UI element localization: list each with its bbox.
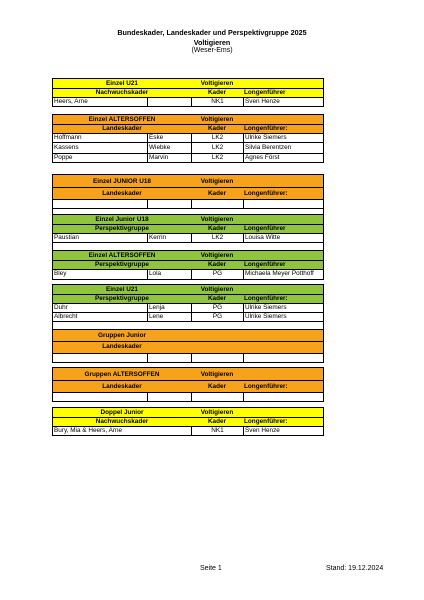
table-einzel-junior-u18-landeskader (52, 174, 324, 280)
table-row (52, 427, 324, 436)
table-group: Nachwuchskader (95, 89, 149, 96)
table-row-empty (52, 393, 324, 402)
table-row-empty (52, 322, 324, 330)
page-title: Bundeskader, Landeskader und Perspektivgruppe 2025 (117, 28, 307, 37)
cell-kader: NK1 (191, 98, 243, 106)
table-header-row (52, 215, 324, 225)
table-title: Gruppen Junior (98, 332, 146, 339)
table-row-empty (52, 354, 324, 363)
table-title: Einzel JUNIOR U18 (93, 178, 151, 185)
table-row-empty (52, 200, 324, 209)
table-header-row (52, 330, 324, 342)
cell-leader: Ulrike Siemers (243, 134, 323, 142)
table-subheader-row (52, 261, 324, 270)
table-leader-label: Longenführer: (244, 383, 288, 390)
table-discipline: Voltigieren (200, 178, 234, 185)
table-leader-label: Longenführer (244, 89, 286, 96)
cell-empty (147, 200, 191, 208)
table-row (52, 154, 324, 163)
table-title: Einzel U21 (106, 80, 138, 87)
cell-name: Hoffmann (54, 134, 82, 141)
cell-firstname: Kerrin (147, 234, 191, 242)
table-einzel-u21-nachwuchskader (52, 78, 324, 107)
cell-empty (243, 200, 323, 208)
table-kader-label: Kader (207, 295, 227, 302)
cell-firstname: Wiebke (147, 143, 191, 153)
cell-leader: Ulrike Siemers (243, 304, 323, 312)
table-discipline: Voltigieren (200, 252, 234, 259)
table-leader-label: Longenführer (244, 225, 286, 232)
table-group: Landeskader (102, 383, 142, 390)
page-number: Seite 1 (200, 565, 222, 572)
table-title: Einzel ALTERSOFFEN (88, 116, 156, 123)
table-kader-label: Kader (207, 190, 227, 197)
cell-kader: NK1 (191, 427, 243, 435)
cell-name: Kassens (54, 144, 79, 151)
cell-firstname: Lenja (147, 304, 191, 312)
table-title: Doppel Junior (100, 409, 144, 416)
cell-firstname (147, 98, 191, 106)
status-date: Stand: 19.12.2024 (326, 565, 384, 572)
table-leader-label: Longenführer: (244, 125, 288, 132)
cell-empty (191, 393, 243, 401)
table-kader-label: Kader (207, 383, 227, 390)
table-row (52, 270, 324, 280)
table-subheader-row (52, 225, 324, 234)
table-group: Landeskader (102, 343, 142, 350)
cell-leader: Sven Henze (243, 427, 323, 435)
cell-leader: Louisa Witte (243, 234, 323, 242)
table-group: Perspektivgruppe (95, 225, 149, 232)
table-header-row (52, 174, 324, 188)
table-kader-label: Kader (207, 261, 227, 268)
table-title: Einzel ALTERSOFFEN (88, 252, 156, 259)
table-group: Perspektivgruppe (95, 261, 149, 268)
table-row (52, 234, 324, 243)
table-group: Landeskader (102, 125, 142, 132)
cell-leader: Sven Henze (243, 98, 323, 106)
cell-empty (191, 354, 243, 362)
table-kader-label: Kader (207, 125, 227, 132)
table-row-empty (52, 243, 324, 251)
table-leader-label: Longenführer (244, 261, 286, 268)
cell-name: Duhr (54, 304, 68, 311)
cell-leader: Ulrike Siemers (243, 313, 323, 321)
table-row (52, 313, 324, 322)
table-discipline: Voltigieren (200, 80, 234, 87)
cell-kader: LK2 (191, 154, 243, 162)
cell-kader: LK2 (191, 134, 243, 142)
cell-empty (147, 354, 191, 362)
cell-name: Bury, Mia & Heers, Arne (54, 427, 123, 434)
table-leader-label: Longenführer: (244, 418, 288, 425)
table-kader-label: Kader (207, 89, 227, 96)
cell-leader: Michaela Meyer Potthoff (243, 270, 323, 279)
table-discipline: Voltigieren (200, 286, 234, 293)
table-group: Perspektivgruppe (95, 295, 149, 302)
table-subheader-row (52, 188, 324, 200)
table-discipline: Voltigieren (200, 371, 234, 378)
table-row (52, 304, 324, 313)
table-header-row (52, 251, 324, 261)
table-doppel-junior-nachwuchskader (52, 407, 324, 436)
cell-empty (243, 393, 323, 401)
table-subheader-row (52, 381, 324, 393)
table-leader-label: Longenführer: (244, 190, 288, 197)
table-header-row (52, 407, 324, 418)
cell-firstname: Lene (147, 313, 191, 321)
cell-firstname: Eske (147, 134, 191, 142)
cell-name: Albrecht (54, 313, 78, 320)
cell-kader: PG (191, 313, 243, 321)
table-header-row (52, 284, 324, 295)
table-row (52, 134, 324, 143)
table-subheader-row (52, 295, 324, 304)
table-kader-label: Kader (207, 418, 227, 425)
table-title: Einzel U21 (106, 286, 138, 293)
table-einzel-u21-perspektivgruppe (52, 284, 324, 363)
cell-kader: PG (191, 270, 243, 279)
cell-firstname: Marvin (147, 154, 191, 162)
table-header-row (52, 78, 324, 89)
table-subheader-row (52, 342, 324, 354)
table-gruppen-altersoffen-landeskader (52, 367, 324, 402)
table-subheader-row (52, 125, 324, 134)
cell-name: Paustian (54, 234, 79, 241)
cell-empty (147, 393, 191, 401)
table-title: Einzel Junior U18 (95, 216, 149, 223)
table-row (52, 98, 324, 107)
cell-name: Heers, Arne (54, 98, 88, 105)
cell-empty (243, 354, 323, 362)
cell-leader: Agnes Först (243, 154, 323, 162)
table-discipline: Voltigieren (200, 409, 234, 416)
table-title: Gruppen ALTERSOFFEN (84, 371, 160, 378)
table-group: Landeskader (102, 190, 142, 197)
page-subtitle: Voltigieren (193, 38, 231, 47)
cell-kader: PG (191, 304, 243, 312)
table-einzel-altersoffen-landeskader (52, 114, 324, 163)
cell-leader: Silvia Berentzen (243, 143, 323, 153)
table-discipline: Voltigieren (200, 216, 234, 223)
table-subheader-row (52, 89, 324, 98)
table-discipline: Voltigieren (200, 116, 234, 123)
page-region: (Weser-Ems) (191, 47, 233, 54)
table-subheader-row (52, 418, 324, 427)
cell-empty (191, 200, 243, 208)
cell-name: Poppe (54, 154, 73, 161)
cell-name: Bley (54, 270, 67, 277)
cell-firstname: Lola (147, 270, 191, 279)
table-leader-label: Longenführer: (244, 295, 288, 302)
table-group: Nachwuchskader (95, 418, 149, 425)
cell-kader: LK2 (191, 143, 243, 153)
table-header-row (52, 367, 324, 381)
table-header-row (52, 114, 324, 125)
table-kader-label: Kader (207, 225, 227, 232)
cell-kader: LK2 (191, 234, 243, 242)
table-row (52, 143, 324, 154)
